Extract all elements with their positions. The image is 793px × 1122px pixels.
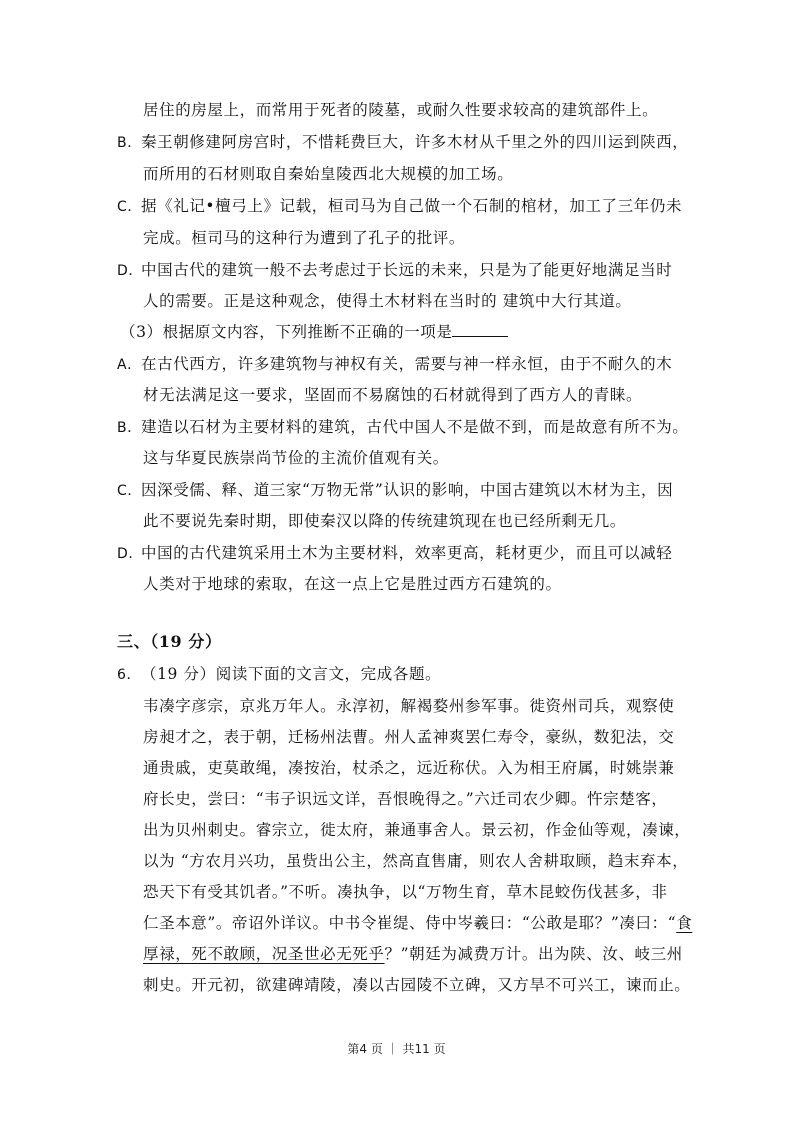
q3-option-a [117, 354, 672, 375]
passage-line: 韦凑字彦宗，京兆万年人。永淳初，解褐婺州参军事。徙资州司兵，观察使 [143, 697, 675, 715]
passage-line: 刺史。开元初，欲建碑靖陵，凑以古园陵不立碑，又方旱不可兴工，谏而止。 [143, 976, 691, 994]
q3-option-d [117, 543, 672, 564]
q2-option-b-line2: 而所用的石材则取自秦始皇陵西北大规模的加工场。 [143, 165, 514, 183]
passage-text: 仁圣本意”。帝诏外详议。中书令崔缇、侍中岑羲曰：“公敢是耶？”凑曰：“ [143, 914, 677, 932]
question-number: 6． [117, 667, 142, 683]
q2-option-d-line2: 人的需要。正是这种观念，使得土木材料在当时的 建筑中大行其道。 [143, 292, 632, 310]
option-label: A． [117, 357, 142, 373]
q3-option-c-line2: 此不要说先秦时期，即使秦汉以降的传统建筑现在也已经所剩无几。 [143, 512, 627, 530]
passage-line: 恐天下有受其饥者。”不听。凑执争，以“万物生育，草木昆蛟伤伐甚多，非 [143, 883, 668, 901]
passage-line: 房昶才之，表于朝，迁杨州法曹。州人孟神爽罢仁寿令，豪纵，数犯法，交 [143, 728, 675, 746]
passage-line [143, 944, 683, 964]
option-text: 建造以石材为主要材料的建筑，古代中国人不是做不到，而是故意有所不为。 [141, 418, 689, 436]
passage-line: 出为贝州刺史。睿宗立，徙太府，兼通事舍人。景云初，作金仙等观，凑谏， [143, 821, 691, 839]
underlined-sentence-start: 食 [676, 914, 693, 932]
q3-option-b [117, 417, 688, 438]
passage-line: 通贵戚，吏莫敢绳，凑按治，杖杀之，远近称伏。入为相王府属，时姚崇兼 [143, 759, 675, 777]
q2-option-a-continuation: 居住的房屋上，而常用于死者的陵墓，或耐久性要求较高的建筑部件上。 [143, 101, 659, 119]
option-text: 在古代西方，许多建筑物与神权有关，需要与神一样永恒，由于不耐久的木 [141, 355, 673, 373]
option-label: C． [117, 199, 142, 215]
q3-stem [120, 322, 508, 342]
q3-option-c [117, 480, 673, 501]
q3-option-a-line2: 材无法满足这一要求，坚固而不易腐蚀的石材就得到了西方人的青睐。 [143, 386, 643, 404]
passage-text: ？”朝廷为减费万计。出为陕、汝、岐三州 [384, 945, 683, 963]
option-label: B． [117, 420, 142, 436]
q3-option-b-line2: 这与华夏民族崇尚节俭的主流价值观有关。 [143, 449, 449, 467]
option-label: D． [117, 263, 143, 279]
q3-option-d-line2: 人类对于地球的索取，在这一点上它是胜过西方石建筑的。 [143, 575, 562, 593]
answer-blank [452, 322, 508, 337]
option-text: 因深受儒、释、道三家“万物无常”认识的影响，中国古建筑以木材为主，因 [141, 481, 674, 499]
page-footer: 第4 页 ｜ 共11 页 [347, 1042, 446, 1056]
option-text: 秦王朝修建阿房宫时，不惜耗费巨大，许多木材从千里之外的四川运到陕西， [141, 133, 689, 151]
option-text: 据《礼记•檀弓上》记载，桓司马为自己做一个石制的棺材，加工了三年仍未 [141, 197, 683, 215]
option-label: B． [117, 135, 142, 151]
option-text: 中国古代的建筑一般不去考虑过于长远的未来，只是为了能更好地满足当时 [141, 261, 673, 279]
underlined-sentence: 厚禄，死不敢顾，况圣世必无死乎 [143, 945, 385, 963]
q2-option-b [117, 132, 688, 153]
q6-stem-text: （19 分）阅读下面的文言文，完成各题。 [141, 665, 442, 683]
option-label: D． [117, 546, 143, 562]
option-label: C． [117, 483, 142, 499]
option-text: 中国的古代建筑采用土木为主要材料，效率更高，耗材更少，而且可以减轻 [141, 544, 673, 562]
passage-line: 府长史，尝曰：“韦子识远文详，吾恨晚得之。”六迁司农少卿。忤宗楚客， [143, 790, 668, 808]
section-heading: 三、（19 分） [117, 632, 222, 651]
q2-option-c [117, 196, 682, 217]
passage-line: 以为 “方农月兴功，虽赀出公主，然高直售庸，则农人舍耕取顾，趋末弃本， [143, 852, 689, 870]
passage-line [143, 913, 692, 933]
q3-stem-text: （3）根据原文内容，下列推断不正确的一项是 [120, 323, 453, 341]
q2-option-c-line2: 完成。桓司马的这种行为遭到了孔子的批评。 [143, 229, 466, 247]
q6-stem [117, 664, 441, 685]
q2-option-d [117, 260, 672, 281]
